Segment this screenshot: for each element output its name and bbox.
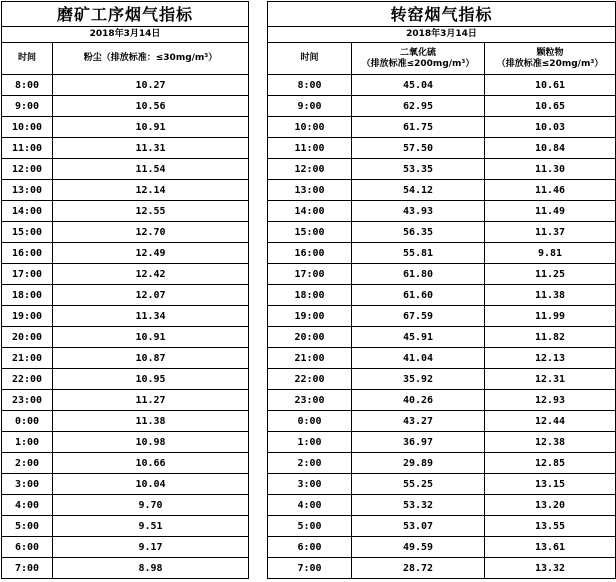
dust-value-cell: 12.42 — [53, 264, 249, 285]
particulate-value-cell: 12.31 — [485, 369, 616, 390]
kiln-table-title: 转窑烟气指标 — [268, 2, 616, 27]
table-row — [2, 432, 249, 453]
table-row — [2, 516, 249, 537]
time-cell: 10:00 — [2, 117, 53, 138]
particulate-value-cell: 11.49 — [485, 201, 616, 222]
time-cell: 9:00 — [268, 96, 352, 117]
table-row — [2, 369, 249, 390]
time-cell: 14:00 — [2, 201, 53, 222]
time-cell: 5:00 — [268, 516, 352, 537]
dust-value-cell: 10.91 — [53, 117, 249, 138]
table-row — [2, 306, 249, 327]
particulate-value-cell: 12.44 — [485, 411, 616, 432]
so2-value-cell: 28.72 — [352, 558, 485, 579]
so2-value-cell: 43.27 — [352, 411, 485, 432]
time-cell: 18:00 — [268, 285, 352, 306]
so2-value-cell: 53.07 — [352, 516, 485, 537]
particulate-value-cell: 13.15 — [485, 474, 616, 495]
particulate-value-cell: 12.93 — [485, 390, 616, 411]
time-cell: 22:00 — [268, 369, 352, 390]
table-row — [2, 390, 249, 411]
time-cell: 20:00 — [268, 327, 352, 348]
time-cell: 12:00 — [2, 159, 53, 180]
dust-value-cell: 9.51 — [53, 516, 249, 537]
particulate-value-cell: 11.99 — [485, 306, 616, 327]
particulate-value-cell: 10.61 — [485, 75, 616, 96]
time-cell: 2:00 — [268, 453, 352, 474]
dust-value-cell: 12.55 — [53, 201, 249, 222]
table-row — [2, 264, 249, 285]
particulate-value-cell: 12.38 — [485, 432, 616, 453]
dust-value-cell: 10.98 — [53, 432, 249, 453]
table-row — [2, 495, 249, 516]
particulate-value-cell: 13.20 — [485, 495, 616, 516]
so2-value-cell: 62.95 — [352, 96, 485, 117]
table-row — [268, 75, 616, 96]
time-cell: 18:00 — [2, 285, 53, 306]
dust-value-cell: 11.38 — [53, 411, 249, 432]
table-row — [2, 327, 249, 348]
grinding-flue-gas-table — [1, 1, 249, 579]
dust-value-cell: 9.17 — [53, 537, 249, 558]
table-row — [268, 516, 616, 537]
table-row — [2, 201, 249, 222]
time-cell: 4:00 — [2, 495, 53, 516]
so2-value-cell: 55.81 — [352, 243, 485, 264]
time-cell: 23:00 — [2, 390, 53, 411]
grinding-table-date: 2018年3月14日 — [2, 27, 249, 43]
particulate-value-cell: 13.32 — [485, 558, 616, 579]
dust-column-header: 粉尘（排放标准：≤30mg/m³） — [53, 43, 249, 75]
table-row — [268, 495, 616, 516]
particulate-value-cell: 13.61 — [485, 537, 616, 558]
time-cell: 6:00 — [2, 537, 53, 558]
dust-value-cell: 10.66 — [53, 453, 249, 474]
particulate-value-cell: 11.37 — [485, 222, 616, 243]
table-row — [2, 138, 249, 159]
table-row — [268, 96, 616, 117]
dust-value-cell: 10.27 — [53, 75, 249, 96]
so2-value-cell: 57.50 — [352, 138, 485, 159]
table-row — [268, 159, 616, 180]
so2-value-cell: 55.25 — [352, 474, 485, 495]
table-row — [268, 537, 616, 558]
so2-value-cell: 54.12 — [352, 180, 485, 201]
dust-value-cell: 10.04 — [53, 474, 249, 495]
particulate-value-cell: 9.81 — [485, 243, 616, 264]
table-row — [268, 432, 616, 453]
table-row — [268, 285, 616, 306]
so2-value-cell: 61.80 — [352, 264, 485, 285]
time-cell: 4:00 — [268, 495, 352, 516]
time-cell: 12:00 — [268, 159, 352, 180]
time-cell: 0:00 — [2, 411, 53, 432]
time-cell: 16:00 — [2, 243, 53, 264]
time-cell: 17:00 — [268, 264, 352, 285]
time-column-header: 时间 — [2, 43, 53, 75]
time-cell: 8:00 — [2, 75, 53, 96]
so2-header-name: 二氧化硫 — [399, 47, 436, 58]
so2-value-cell: 45.04 — [352, 75, 485, 96]
table-row — [268, 201, 616, 222]
table-row — [2, 117, 249, 138]
dust-value-cell: 12.70 — [53, 222, 249, 243]
table-row — [268, 243, 616, 264]
table-row — [268, 306, 616, 327]
table-row — [2, 453, 249, 474]
so2-value-cell: 36.97 — [352, 432, 485, 453]
table-row — [268, 369, 616, 390]
time-cell: 19:00 — [2, 306, 53, 327]
time-cell: 6:00 — [268, 537, 352, 558]
table-row — [268, 327, 616, 348]
time-cell: 11:00 — [2, 138, 53, 159]
table-row — [268, 222, 616, 243]
particulate-value-cell: 11.25 — [485, 264, 616, 285]
table-row — [2, 243, 249, 264]
table-row — [268, 453, 616, 474]
table-row — [2, 75, 249, 96]
table-row — [2, 558, 249, 579]
table-row — [268, 117, 616, 138]
particulate-value-cell: 11.38 — [485, 285, 616, 306]
so2-value-cell: 41.04 — [352, 348, 485, 369]
dust-value-cell: 8.98 — [53, 558, 249, 579]
dust-value-cell: 11.54 — [53, 159, 249, 180]
time-cell: 3:00 — [268, 474, 352, 495]
time-cell: 15:00 — [2, 222, 53, 243]
time-cell: 22:00 — [2, 369, 53, 390]
particulate-header-name: 颗粒物 — [536, 47, 564, 58]
table-row — [2, 96, 249, 117]
time-cell: 1:00 — [268, 432, 352, 453]
particulate-value-cell: 13.55 — [485, 516, 616, 537]
time-cell: 19:00 — [268, 306, 352, 327]
dust-value-cell: 10.87 — [53, 348, 249, 369]
particulate-value-cell: 11.82 — [485, 327, 616, 348]
so2-value-cell: 53.35 — [352, 159, 485, 180]
so2-header-standard: （排放标准≤200mg/m³） — [361, 58, 475, 69]
dust-value-cell: 11.27 — [53, 390, 249, 411]
particulate-value-cell: 10.03 — [485, 117, 616, 138]
table-row — [2, 222, 249, 243]
dust-value-cell: 10.95 — [53, 369, 249, 390]
particulate-header-standard: （排放标准≤20mg/m³） — [496, 58, 604, 69]
dust-value-cell: 12.49 — [53, 243, 249, 264]
grinding-table-title: 磨矿工序烟气指标 — [2, 2, 249, 27]
table-row — [268, 558, 616, 579]
time-column-header: 时间 — [268, 43, 352, 75]
time-cell: 11:00 — [268, 138, 352, 159]
so2-value-cell: 56.35 — [352, 222, 485, 243]
time-cell: 1:00 — [2, 432, 53, 453]
time-cell: 15:00 — [268, 222, 352, 243]
dust-value-cell: 12.14 — [53, 180, 249, 201]
time-cell: 20:00 — [2, 327, 53, 348]
time-cell: 9:00 — [2, 96, 53, 117]
so2-value-cell: 61.75 — [352, 117, 485, 138]
time-cell: 21:00 — [268, 348, 352, 369]
time-cell: 10:00 — [268, 117, 352, 138]
particulate-value-cell: 12.85 — [485, 453, 616, 474]
time-cell: 23:00 — [268, 390, 352, 411]
table-row — [2, 159, 249, 180]
time-cell: 14:00 — [268, 201, 352, 222]
particulate-value-cell: 10.65 — [485, 96, 616, 117]
table-row — [268, 264, 616, 285]
dust-value-cell: 9.70 — [53, 495, 249, 516]
so2-value-cell: 53.32 — [352, 495, 485, 516]
time-cell: 13:00 — [2, 180, 53, 201]
time-cell: 5:00 — [2, 516, 53, 537]
table-row — [2, 348, 249, 369]
time-cell: 2:00 — [2, 453, 53, 474]
table-row — [268, 138, 616, 159]
kiln-flue-gas-table — [267, 1, 616, 579]
table-row — [268, 348, 616, 369]
particulate-value-cell: 10.84 — [485, 138, 616, 159]
time-cell: 21:00 — [2, 348, 53, 369]
so2-value-cell: 35.92 — [352, 369, 485, 390]
dust-value-cell: 11.31 — [53, 138, 249, 159]
so2-value-cell: 45.91 — [352, 327, 485, 348]
table-row — [268, 474, 616, 495]
table-row — [2, 180, 249, 201]
particulate-value-cell: 11.30 — [485, 159, 616, 180]
time-cell: 7:00 — [268, 558, 352, 579]
so2-value-cell: 29.89 — [352, 453, 485, 474]
dust-value-cell: 11.34 — [53, 306, 249, 327]
so2-value-cell: 61.60 — [352, 285, 485, 306]
table-row — [2, 537, 249, 558]
time-cell: 13:00 — [268, 180, 352, 201]
table-row — [2, 474, 249, 495]
so2-column-header — [352, 43, 485, 75]
dust-value-cell: 10.91 — [53, 327, 249, 348]
table-row — [2, 411, 249, 432]
table-row — [2, 285, 249, 306]
dust-value-cell: 10.56 — [53, 96, 249, 117]
particulate-value-cell: 11.46 — [485, 180, 616, 201]
table-row — [268, 411, 616, 432]
table-row — [268, 390, 616, 411]
time-cell: 17:00 — [2, 264, 53, 285]
so2-value-cell: 43.93 — [352, 201, 485, 222]
time-cell: 7:00 — [2, 558, 53, 579]
time-cell: 3:00 — [2, 474, 53, 495]
kiln-table-date: 2018年3月14日 — [268, 27, 616, 43]
particulate-value-cell: 12.13 — [485, 348, 616, 369]
so2-value-cell: 49.59 — [352, 537, 485, 558]
table-row — [268, 180, 616, 201]
time-cell: 8:00 — [268, 75, 352, 96]
particulate-column-header — [485, 43, 616, 75]
so2-value-cell: 40.26 — [352, 390, 485, 411]
time-cell: 16:00 — [268, 243, 352, 264]
time-cell: 0:00 — [268, 411, 352, 432]
so2-value-cell: 67.59 — [352, 306, 485, 327]
dust-value-cell: 12.07 — [53, 285, 249, 306]
